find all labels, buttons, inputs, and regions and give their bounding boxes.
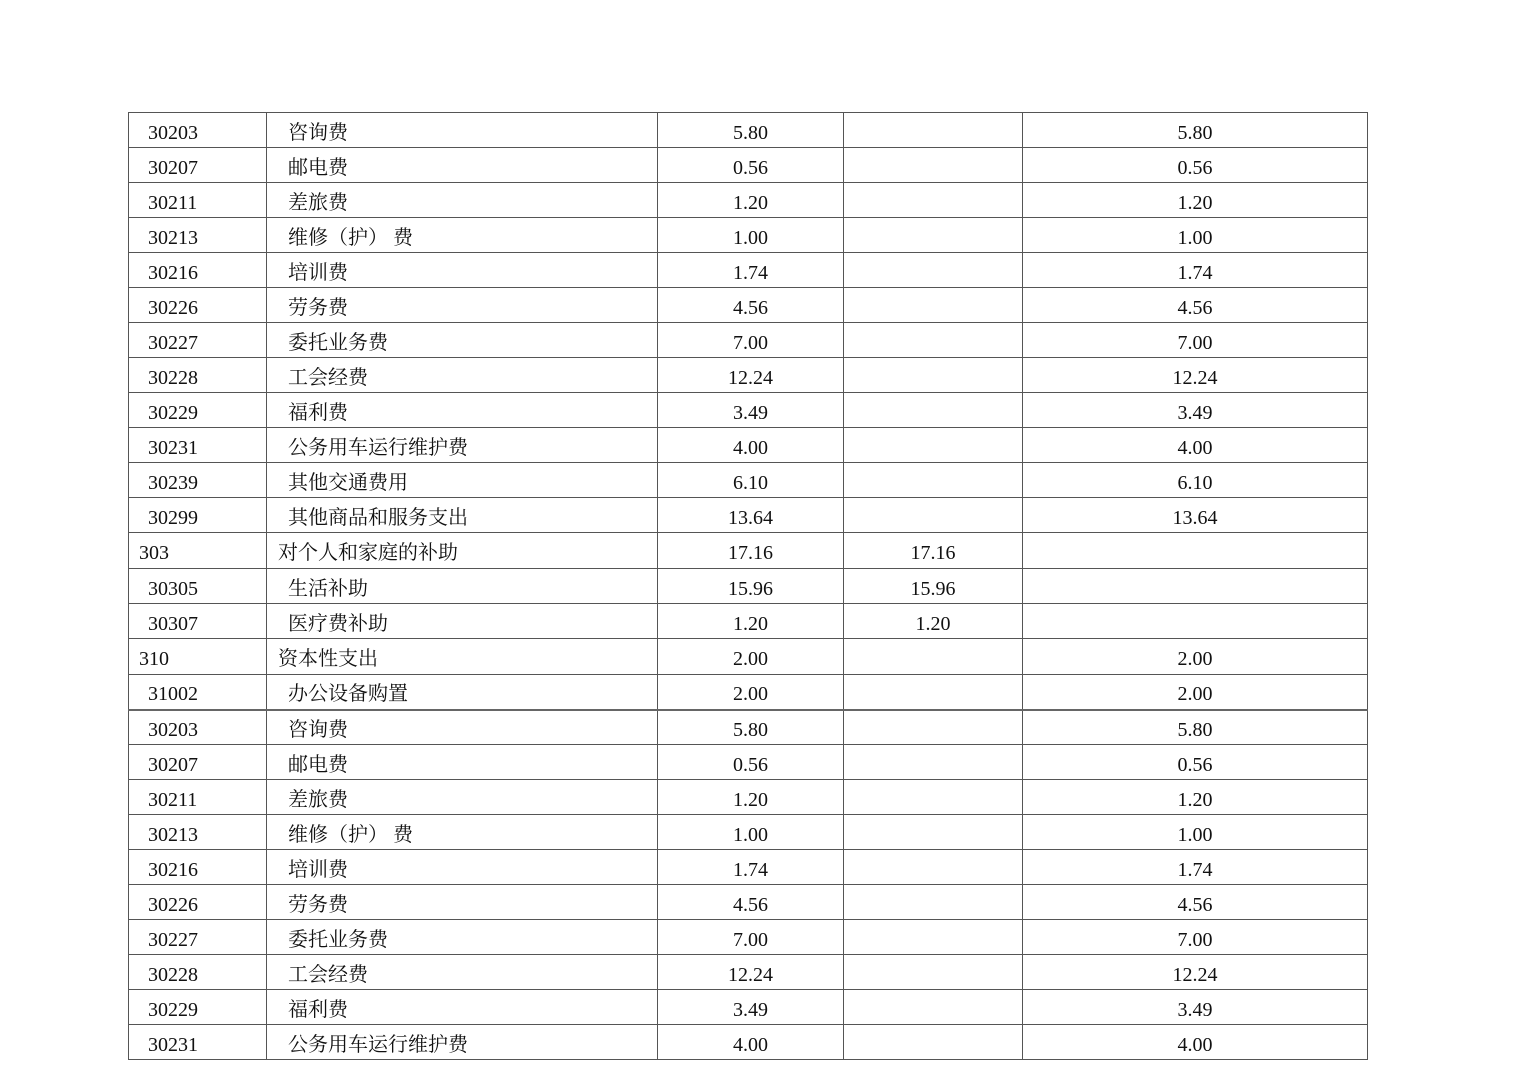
project-amount-cell: 1.74 xyxy=(1023,850,1368,885)
economic-code-cell: 30207 xyxy=(129,745,267,780)
expense-name-cell: 医疗费补助 xyxy=(267,604,658,639)
total-amount-cell: 12.24 xyxy=(658,358,844,393)
basic-amount-cell xyxy=(844,815,1023,850)
expense-name-cell: 资本性支出 xyxy=(267,639,658,675)
expense-name-cell: 咨询费 xyxy=(267,710,658,745)
table-row xyxy=(129,463,1368,498)
basic-amount-cell: 1.20 xyxy=(844,604,1023,639)
economic-code-cell: 30228 xyxy=(129,955,267,990)
expense-name-cell: 办公设备购置 xyxy=(267,675,658,710)
basic-amount-cell xyxy=(844,288,1023,323)
total-amount-cell: 1.20 xyxy=(658,604,844,639)
basic-amount-cell xyxy=(844,780,1023,815)
project-amount-cell: 1.00 xyxy=(1023,815,1368,850)
total-amount-cell: 4.56 xyxy=(658,288,844,323)
expense-name-cell: 邮电费 xyxy=(267,745,658,780)
expense-name-cell: 差旅费 xyxy=(267,780,658,815)
basic-amount-cell xyxy=(844,745,1023,780)
project-amount-cell: 2.00 xyxy=(1023,639,1368,675)
economic-code-cell: 30231 xyxy=(129,428,267,463)
expense-name-cell: 生活补助 xyxy=(267,569,658,604)
economic-code-cell: 30216 xyxy=(129,253,267,288)
project-amount-cell: 7.00 xyxy=(1023,323,1368,358)
basic-amount-cell: 17.16 xyxy=(844,533,1023,569)
table-row xyxy=(129,780,1368,815)
table-row xyxy=(129,253,1368,288)
table-row xyxy=(129,920,1368,955)
basic-amount-cell xyxy=(844,148,1023,183)
economic-code-cell: 30213 xyxy=(129,218,267,253)
total-amount-cell: 4.00 xyxy=(658,1025,844,1060)
total-amount-cell: 1.00 xyxy=(658,815,844,850)
table-row xyxy=(129,288,1368,323)
basic-amount-cell xyxy=(844,218,1023,253)
basic-amount-cell xyxy=(844,113,1023,148)
project-amount-cell: 6.10 xyxy=(1023,463,1368,498)
expense-name-cell: 工会经费 xyxy=(267,955,658,990)
basic-amount-cell xyxy=(844,920,1023,955)
total-amount-cell: 6.10 xyxy=(658,463,844,498)
expense-name-cell: 对个人和家庭的补助 xyxy=(267,533,658,569)
basic-amount-cell xyxy=(844,990,1023,1025)
total-amount-cell: 3.49 xyxy=(658,393,844,428)
expense-name-cell: 福利费 xyxy=(267,393,658,428)
project-amount-cell: 12.24 xyxy=(1023,955,1368,990)
table-row xyxy=(129,393,1368,428)
project-amount-cell: 5.80 xyxy=(1023,710,1368,745)
economic-code-cell: 310 xyxy=(129,639,267,675)
expense-name-cell: 工会经费 xyxy=(267,358,658,393)
total-amount-cell: 5.80 xyxy=(658,710,844,745)
total-amount-cell: 5.80 xyxy=(658,113,844,148)
economic-code-cell: 30211 xyxy=(129,780,267,815)
total-amount-cell: 4.00 xyxy=(658,428,844,463)
table-row xyxy=(129,850,1368,885)
total-amount-cell: 3.49 xyxy=(658,990,844,1025)
economic-code-cell: 30228 xyxy=(129,358,267,393)
total-amount-cell: 15.96 xyxy=(658,569,844,604)
project-amount-cell: 3.49 xyxy=(1023,990,1368,1025)
expense-name-cell: 委托业务费 xyxy=(267,920,658,955)
table-row xyxy=(129,675,1368,710)
table-row xyxy=(129,815,1368,850)
table-row xyxy=(129,1025,1368,1060)
basic-amount-cell xyxy=(844,498,1023,533)
economic-code-cell: 30227 xyxy=(129,323,267,358)
total-amount-cell: 13.64 xyxy=(658,498,844,533)
table-row xyxy=(129,885,1368,920)
total-amount-cell: 1.74 xyxy=(658,253,844,288)
project-amount-cell: 3.49 xyxy=(1023,393,1368,428)
economic-code-cell: 30203 xyxy=(129,113,267,148)
table-row xyxy=(129,745,1368,780)
project-amount-cell: 1.74 xyxy=(1023,253,1368,288)
economic-code-cell: 30216 xyxy=(129,850,267,885)
budget-expenditure-table xyxy=(128,112,1368,1060)
table-row xyxy=(129,113,1368,148)
basic-amount-cell xyxy=(844,885,1023,920)
economic-code-cell: 30307 xyxy=(129,604,267,639)
basic-amount-cell xyxy=(844,393,1023,428)
economic-code-cell: 30305 xyxy=(129,569,267,604)
total-amount-cell: 1.20 xyxy=(658,183,844,218)
expense-name-cell: 委托业务费 xyxy=(267,323,658,358)
basic-amount-cell xyxy=(844,639,1023,675)
economic-code-cell: 30227 xyxy=(129,920,267,955)
basic-amount-cell xyxy=(844,1025,1023,1060)
project-amount-cell xyxy=(1023,533,1368,569)
economic-code-cell: 303 xyxy=(129,533,267,569)
project-amount-cell: 7.00 xyxy=(1023,920,1368,955)
table-row xyxy=(129,569,1368,604)
project-amount-cell: 12.24 xyxy=(1023,358,1368,393)
total-amount-cell: 12.24 xyxy=(658,955,844,990)
project-amount-cell: 1.20 xyxy=(1023,183,1368,218)
total-amount-cell: 7.00 xyxy=(658,920,844,955)
table-body xyxy=(129,113,1368,1060)
economic-code-cell: 30203 xyxy=(129,710,267,745)
expense-name-cell: 其他交通费用 xyxy=(267,463,658,498)
table-row xyxy=(129,498,1368,533)
table-row xyxy=(129,639,1368,675)
project-amount-cell: 0.56 xyxy=(1023,745,1368,780)
table-row xyxy=(129,323,1368,358)
basic-amount-cell xyxy=(844,358,1023,393)
basic-amount-cell xyxy=(844,183,1023,218)
project-amount-cell: 13.64 xyxy=(1023,498,1368,533)
table-row xyxy=(129,428,1368,463)
basic-amount-cell xyxy=(844,463,1023,498)
expense-name-cell: 培训费 xyxy=(267,850,658,885)
expense-name-cell: 咨询费 xyxy=(267,113,658,148)
expense-name-cell: 劳务费 xyxy=(267,288,658,323)
total-amount-cell: 2.00 xyxy=(658,675,844,710)
project-amount-cell: 2.00 xyxy=(1023,675,1368,710)
basic-amount-cell xyxy=(844,323,1023,358)
expense-name-cell: 公务用车运行维护费 xyxy=(267,428,658,463)
project-amount-cell xyxy=(1023,604,1368,639)
total-amount-cell: 0.56 xyxy=(658,148,844,183)
expense-name-cell: 维修（护） 费 xyxy=(267,815,658,850)
basic-amount-cell xyxy=(844,253,1023,288)
table-row xyxy=(129,148,1368,183)
project-amount-cell xyxy=(1023,569,1368,604)
economic-code-cell: 30229 xyxy=(129,393,267,428)
project-amount-cell: 4.56 xyxy=(1023,288,1368,323)
project-amount-cell: 1.20 xyxy=(1023,780,1368,815)
expense-name-cell: 其他商品和服务支出 xyxy=(267,498,658,533)
economic-code-cell: 30211 xyxy=(129,183,267,218)
table-row xyxy=(129,533,1368,569)
expense-name-cell: 维修（护） 费 xyxy=(267,218,658,253)
total-amount-cell: 0.56 xyxy=(658,745,844,780)
economic-code-cell: 31002 xyxy=(129,675,267,710)
total-amount-cell: 4.56 xyxy=(658,885,844,920)
economic-code-cell: 30239 xyxy=(129,463,267,498)
project-amount-cell: 4.56 xyxy=(1023,885,1368,920)
economic-code-cell: 30207 xyxy=(129,148,267,183)
project-amount-cell: 4.00 xyxy=(1023,1025,1368,1060)
table-row xyxy=(129,358,1368,393)
economic-code-cell: 30299 xyxy=(129,498,267,533)
basic-amount-cell xyxy=(844,428,1023,463)
expense-name-cell: 公务用车运行维护费 xyxy=(267,1025,658,1060)
economic-code-cell: 30213 xyxy=(129,815,267,850)
basic-amount-cell xyxy=(844,850,1023,885)
expense-name-cell: 培训费 xyxy=(267,253,658,288)
table-row xyxy=(129,990,1368,1025)
expense-name-cell: 劳务费 xyxy=(267,885,658,920)
total-amount-cell: 17.16 xyxy=(658,533,844,569)
project-amount-cell: 4.00 xyxy=(1023,428,1368,463)
table-row xyxy=(129,604,1368,639)
total-amount-cell: 7.00 xyxy=(658,323,844,358)
basic-amount-cell xyxy=(844,955,1023,990)
table-row xyxy=(129,955,1368,990)
expense-name-cell: 福利费 xyxy=(267,990,658,1025)
project-amount-cell: 1.00 xyxy=(1023,218,1368,253)
economic-code-cell: 30229 xyxy=(129,990,267,1025)
project-amount-cell: 0.56 xyxy=(1023,148,1368,183)
table-row xyxy=(129,710,1368,745)
total-amount-cell: 1.74 xyxy=(658,850,844,885)
expense-name-cell: 邮电费 xyxy=(267,148,658,183)
basic-amount-cell xyxy=(844,675,1023,710)
economic-code-cell: 30226 xyxy=(129,288,267,323)
basic-amount-cell xyxy=(844,710,1023,745)
basic-amount-cell: 15.96 xyxy=(844,569,1023,604)
economic-code-cell: 30226 xyxy=(129,885,267,920)
table-row xyxy=(129,218,1368,253)
economic-code-cell: 30231 xyxy=(129,1025,267,1060)
project-amount-cell: 5.80 xyxy=(1023,113,1368,148)
total-amount-cell: 1.00 xyxy=(658,218,844,253)
total-amount-cell: 2.00 xyxy=(658,639,844,675)
table-row xyxy=(129,183,1368,218)
total-amount-cell: 1.20 xyxy=(658,780,844,815)
expense-name-cell: 差旅费 xyxy=(267,183,658,218)
